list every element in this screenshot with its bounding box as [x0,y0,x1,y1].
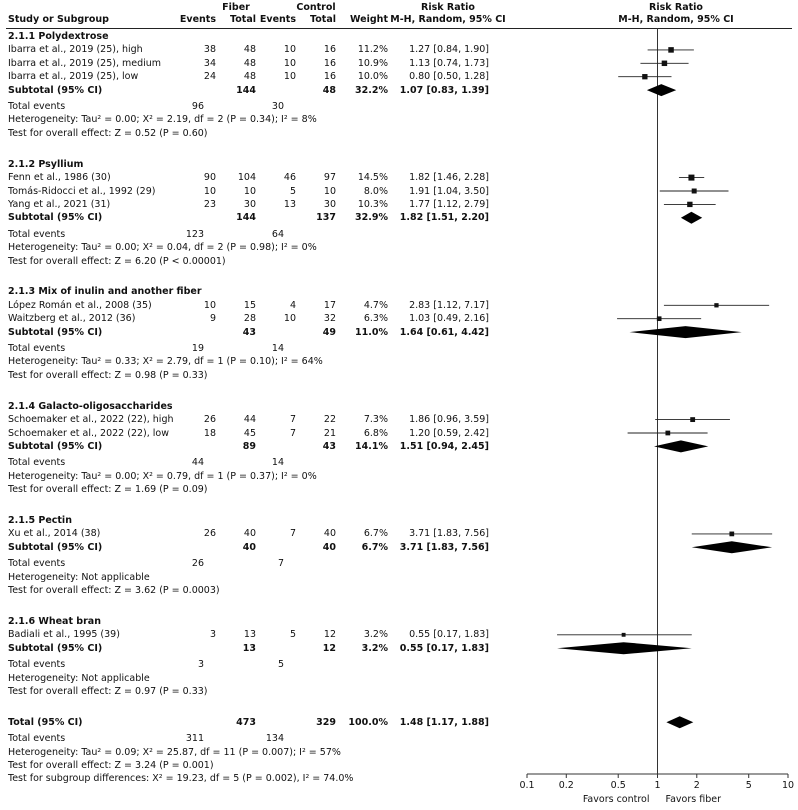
favors-fiber-label: Favors fiber [665,794,721,805]
study-events-fiber: 34 [203,57,216,69]
subtotal-total-fiber: 13 [242,642,256,654]
total-control: 329 [316,716,336,728]
study-point [729,532,734,537]
study-ci: 1.91 [1.04, 3.50] [409,185,489,197]
subtotal-total-control: 137 [316,212,336,224]
study-total-control: 22 [323,414,336,426]
overall-effect: Test for overall effect: Z = 0.97 (P = 0.33) [8,685,208,697]
study-total-control: 10 [323,185,336,197]
study-weight: 6.3% [363,313,388,325]
study-ci: 1.20 [0.59, 2.42] [409,427,489,439]
subtotal-label: Subtotal (95% CI) [8,326,103,338]
header-weight: Weight [350,14,388,25]
total-events-fiber: 26 [191,558,204,570]
study-weight: 3.2% [363,629,388,641]
study-events-control: 5 [289,185,296,197]
study-name: Schoemaker et al., 2022 (22), high [8,414,174,426]
header-events-control: Events [259,14,296,25]
subgroup-title: 2.1.3 Mix of inulin and another fiber [8,286,202,298]
study-total-fiber: 30 [243,198,256,210]
x-tick-label: 0.2 [558,780,574,791]
study-point [688,175,694,181]
overall-effect: Test for overall effect: Z = 1.69 (P = 0.09) [8,484,208,496]
total-events-label: Total events [8,457,66,469]
total-events-fiber: 19 [191,343,204,354]
grand-total-events-control: 134 [265,733,284,745]
subtotal-total-control: 43 [322,440,336,452]
subtotal-total-fiber: 43 [242,326,256,338]
study-weight: 10.9% [357,57,388,69]
subtotal-total-fiber: 89 [242,440,256,452]
study-events-control: 7 [289,427,296,439]
study-point [690,417,695,422]
study-total-fiber: 48 [243,71,256,83]
subgroup-title: 2.1.2 Psyllium [8,158,84,170]
subtotal-total-control: 48 [322,84,336,96]
study-point [657,316,662,321]
study-total-fiber: 104 [237,172,256,184]
overall-effect: Test for overall effect: Z = 0.98 (P = 0.33) [8,369,208,381]
study-events-control: 13 [283,198,296,210]
study-point [622,633,626,637]
study-events-fiber: 26 [203,528,216,540]
subtotal-diamond [692,541,772,553]
study-total-control: 16 [323,71,336,83]
overall-effect: Test for overall effect: Z = 0.52 (P = 0.60) [8,127,208,139]
grand-total-events-label: Total events [8,733,66,745]
study-ci: 1.86 [0.96, 3.59] [409,414,489,426]
study-ci: 2.83 [1.12, 7.17] [409,299,489,311]
header-rr-method: M-H, Random, 95% CI [390,14,506,25]
x-tick-label: 1 [654,780,661,791]
subtotal-total-control: 40 [322,541,336,553]
subgroup-title: 2.1.4 Galacto-oligosaccharides [8,400,173,412]
overall-diamond [666,716,693,728]
study-weight: 10.0% [357,71,388,83]
study-events-control: 4 [289,299,296,311]
grand-heterogeneity: Heterogeneity: Tau² = 0.09; X² = 25.87, df = 11 (P = 0.007); I² = 57% [8,746,341,758]
total-label: Total (95% CI) [8,716,83,728]
subgroup-title: 2.1.6 Wheat bran [8,615,101,627]
total-events-control: 14 [271,343,284,354]
subtotal-weight: 11.0% [355,326,388,338]
overall-effect: Test for overall effect: Z = 6.20 (P < 0.00001) [8,255,226,267]
study-point [665,431,670,436]
subtotal-total-fiber: 144 [236,84,256,96]
subtotal-ci: 1.64 [0.61, 4.42] [399,326,489,338]
study-events-fiber: 90 [203,172,216,184]
study-events-fiber: 23 [203,198,216,210]
study-point [714,303,718,307]
study-events-control: 5 [289,629,296,641]
overall-effect: Test for overall effect: Z = 3.62 (P = 0.0003) [8,585,220,596]
study-ci: 0.55 [0.17, 1.83] [409,629,489,641]
study-total-fiber: 13 [243,629,256,641]
header-rr-title: Risk Ratio [421,2,475,13]
study-total-control: 16 [323,44,336,56]
subtotal-diamond [681,212,702,224]
subtotal-label: Subtotal (95% CI) [8,541,103,553]
total-events-fiber: 44 [191,457,204,469]
subtotal-total-fiber: 40 [242,541,256,553]
subtotal-weight: 32.2% [355,84,388,96]
subtotal-label: Subtotal (95% CI) [8,440,103,452]
study-total-control: 30 [323,198,336,210]
study-ci: 3.71 [1.83, 7.56] [409,528,489,540]
subtotal-weight: 14.1% [355,440,388,452]
study-total-fiber: 48 [243,57,256,69]
study-total-fiber: 10 [243,185,256,197]
study-ci: 1.77 [1.12, 2.79] [409,198,489,210]
study-total-control: 21 [323,427,336,439]
total-events-control: 64 [271,228,284,240]
subtotal-total-control: 12 [322,642,336,654]
subgroup-title: 2.1.1 Polydextrose [8,31,109,42]
study-point [662,61,667,66]
subtotal-ci: 3.71 [1.83, 7.56] [399,541,489,553]
study-name: Ibarra et al., 2019 (25), high [8,44,143,56]
study-events-fiber: 18 [203,427,216,439]
total-events-control: 7 [277,558,284,570]
study-name: Schoemaker et al., 2022 (22), low [8,427,170,439]
x-tick-label: 5 [745,780,752,791]
header-study: Study or Subgroup [8,14,109,25]
study-events-fiber: 9 [209,313,216,325]
study-weight: 7.3% [363,414,388,426]
study-total-fiber: 44 [243,414,256,426]
study-ci: 1.13 [0.74, 1.73] [409,57,489,69]
study-total-control: 32 [323,313,336,325]
study-events-control: 10 [283,71,296,83]
study-name: Ibarra et al., 2019 (25), low [8,71,139,83]
study-ci: 0.80 [0.50, 1.28] [409,71,489,83]
study-events-control: 7 [289,414,296,426]
study-events-control: 10 [283,313,296,325]
x-tick-label: 10 [781,780,795,791]
study-events-fiber: 38 [203,44,216,56]
subtotal-ci: 0.55 [0.17, 1.83] [399,642,489,654]
header-plot-title: Risk Ratio [649,2,703,13]
study-point [642,74,647,79]
heterogeneity: Heterogeneity: Not applicable [8,672,150,684]
study-point [692,189,697,194]
total-events-label: Total events [8,228,66,240]
study-name: Fenn et al., 1986 (30) [8,172,111,184]
heterogeneity: Heterogeneity: Not applicable [8,571,150,583]
study-events-fiber: 24 [203,71,216,83]
heterogeneity: Heterogeneity: Tau² = 0.00; X² = 2.19, df = 2 (P = 0.34); I² = 8% [8,114,317,126]
study-weight: 11.2% [357,44,388,56]
study-events-fiber: 10 [203,299,216,311]
header-control: Control [296,2,336,13]
study-name: Badiali et al., 1995 (39) [8,629,120,641]
study-events-control: 10 [283,57,296,69]
grand-total-events-fiber: 311 [185,733,204,745]
study-name: Tomás-Ridocci et al., 1992 (29) [8,185,156,197]
study-ci: 1.82 [1.46, 2.28] [409,172,489,184]
subtotal-weight: 6.7% [361,541,388,553]
x-tick-label: 0.5 [610,780,626,791]
total-events-control: 14 [271,457,284,469]
total-events-label: Total events [8,659,66,671]
subtotal-diamond [647,84,676,96]
study-total-control: 17 [323,299,336,311]
study-point [668,47,674,53]
subgroup-differences: Test for subgroup differences: X² = 19.23, df = 5 (P = 0.002), I² = 74.0% [8,773,354,785]
study-total-control: 97 [323,172,336,184]
study-point [687,202,692,207]
total-events-fiber: 3 [197,659,204,671]
study-total-fiber: 45 [243,427,256,439]
total-fiber: 473 [236,716,256,728]
study-total-fiber: 48 [243,44,256,56]
subtotal-diamond [654,440,708,452]
header-fiber: Fiber [222,2,250,13]
total-weight: 100.0% [348,716,388,728]
study-total-fiber: 40 [243,528,256,540]
subtotal-ci: 1.07 [0.83, 1.39] [399,84,489,96]
study-events-control: 7 [289,528,296,540]
study-events-fiber: 3 [209,629,216,641]
study-weight: 8.0% [363,185,388,197]
subtotal-label: Subtotal (95% CI) [8,84,103,96]
favors-control-label: Favors control [582,794,650,805]
subgroup-title: 2.1.5 Pectin [8,515,72,526]
x-tick-label: 0.1 [519,780,535,791]
study-weight: 14.5% [357,172,388,184]
header-events-fiber: Events [179,14,216,25]
total-events-label: Total events [8,558,66,570]
study-ci: 1.27 [0.84, 1.90] [409,44,489,56]
total-events-control: 5 [277,659,284,671]
subtotal-ci: 1.82 [1.51, 2.20] [399,212,489,224]
study-events-control: 46 [283,172,296,184]
study-name: Waitzberg et al., 2012 (36) [8,313,136,325]
subtotal-total-control: 49 [322,326,336,338]
subtotal-label: Subtotal (95% CI) [8,212,103,224]
study-name: Yang et al., 2021 (31) [8,198,111,210]
study-events-control: 10 [283,44,296,56]
study-weight: 6.8% [363,427,388,439]
heterogeneity: Heterogeneity: Tau² = 0.00; X² = 0.04, df = 2 (P = 0.98); I² = 0% [8,242,317,254]
subtotal-label: Subtotal (95% CI) [8,642,103,654]
subtotal-weight: 3.2% [361,642,388,654]
study-total-control: 40 [323,528,336,540]
study-name: Xu et al., 2014 (38) [8,528,101,540]
subtotal-diamond [557,642,692,654]
heterogeneity: Heterogeneity: Tau² = 0.33; X² = 2.79, df = 1 (P = 0.10); I² = 64% [8,356,323,368]
subtotal-diamond [630,326,742,338]
total-events-fiber: 96 [191,101,204,112]
total-events-control: 30 [271,101,284,112]
heterogeneity: Heterogeneity: Tau² = 0.00; X² = 0.79, df = 1 (P = 0.37); I² = 0% [8,470,317,482]
subtotal-weight: 32.9% [355,212,388,224]
subtotal-total-fiber: 144 [236,212,256,224]
study-name: Ibarra et al., 2019 (25), medium [8,57,162,69]
grand-overall-effect: Test for overall effect: Z = 3.24 (P = 0.001) [8,760,214,771]
study-total-fiber: 15 [243,299,256,311]
header-total-control: Total [310,14,336,25]
study-name: López Román et al., 2008 (35) [8,299,152,311]
study-ci: 1.03 [0.49, 2.16] [409,313,489,325]
total-ci: 1.48 [1.17, 1.88] [399,716,489,728]
study-weight: 10.3% [357,198,388,210]
study-events-fiber: 26 [203,414,216,426]
total-events-fiber: 123 [185,228,204,240]
study-weight: 4.7% [363,299,388,311]
total-events-label: Total events [8,101,66,112]
study-events-fiber: 10 [203,185,216,197]
total-events-label: Total events [8,343,66,354]
study-weight: 6.7% [363,528,388,540]
study-total-control: 16 [323,57,336,69]
study-total-control: 12 [323,629,336,641]
study-total-fiber: 28 [243,313,256,325]
header-plot-method: M-H, Random, 95% CI [618,14,734,25]
x-tick-label: 2 [693,780,700,791]
header-total-fiber: Total [230,14,256,25]
subtotal-ci: 1.51 [0.94, 2.45] [399,440,489,452]
